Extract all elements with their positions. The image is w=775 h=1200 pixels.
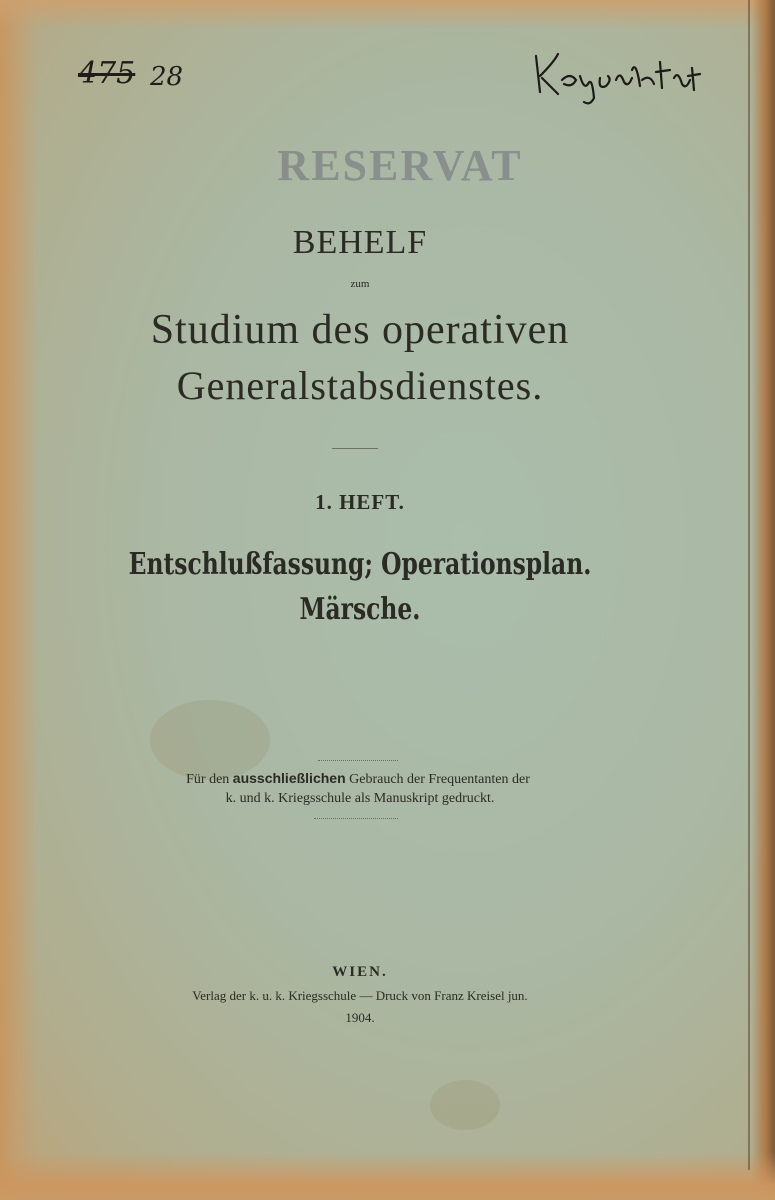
notice-emphasis: ausschließlichen — [232, 770, 346, 786]
topic-line2: Märsche. — [299, 592, 421, 627]
cover-fold-line — [748, 0, 750, 1170]
title-main: BEHELF — [292, 224, 428, 261]
subtitle-line1: Studium des operativen — [150, 307, 570, 353]
imprint-city: WIEN. — [332, 964, 388, 980]
reservat-stamp: RESERVAT — [277, 141, 523, 190]
handwritten-shelfmark: 28 — [150, 62, 184, 92]
ornament-rule — [318, 760, 398, 761]
notice-line2: k. und k. Kriegsschule als Manuskript gedruckt. — [225, 791, 495, 806]
ornament-rule — [332, 448, 378, 449]
notice-post: Gebrauch der Frequentanten der — [349, 772, 530, 787]
topic-line1: Entschlußfassung; Operationsplan. — [128, 547, 592, 582]
ornament-rule — [314, 818, 398, 819]
handwritten-signature — [528, 40, 708, 110]
aged-right-edge — [751, 0, 775, 1200]
title-connector: zum — [350, 278, 370, 290]
volume-label: 1. HEFT. — [315, 490, 405, 514]
aged-bottom-edge — [0, 1152, 775, 1200]
notice-pre: Für den — [186, 772, 230, 787]
imprint-year: 1904. — [345, 1010, 375, 1025]
paper-stain — [150, 700, 270, 780]
paper-stain — [430, 1080, 500, 1130]
imprint-publisher: Verlag der k. u. k. Kriegsschule — Druck von Franz Kreisel jun. — [192, 988, 528, 1003]
aged-top-edge — [0, 0, 775, 30]
handwritten-shelfmark-struck: 475 — [78, 56, 136, 91]
notice-line1 — [0, 770, 718, 788]
subtitle-line2: Generalstabsdienstes. — [176, 363, 544, 408]
